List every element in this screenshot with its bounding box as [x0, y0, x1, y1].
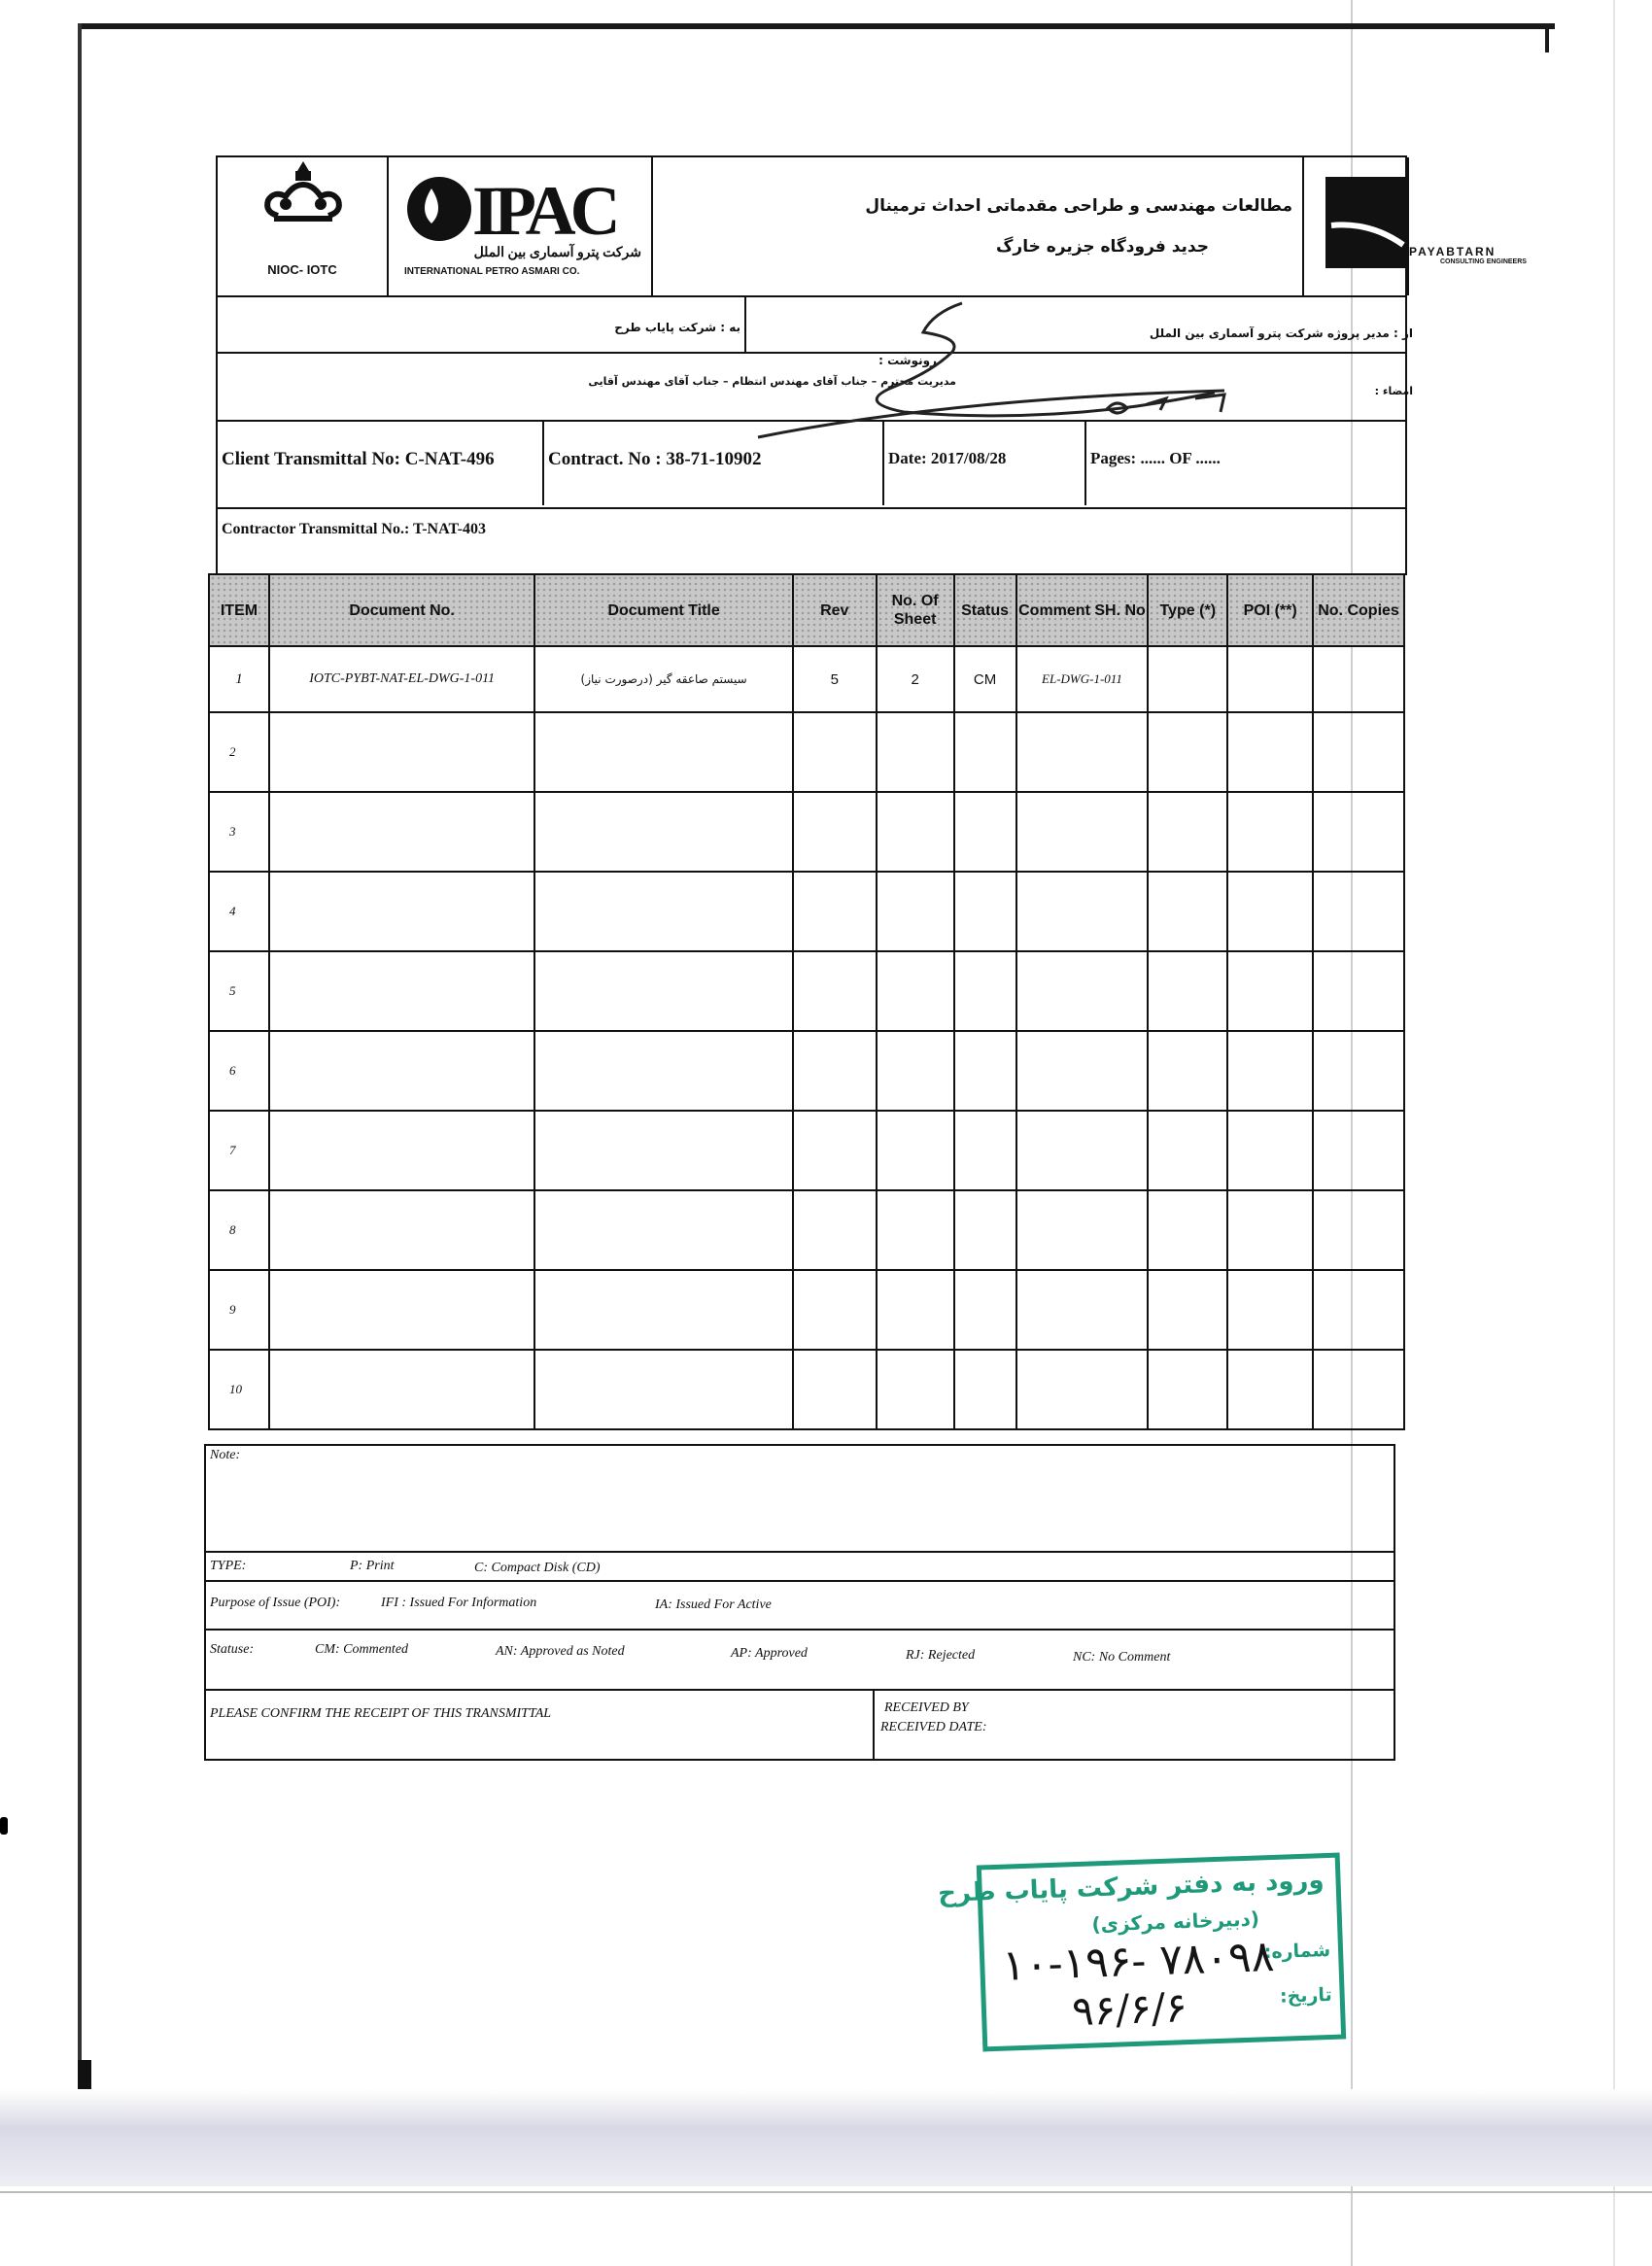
stamp-number-label: شماره: — [1263, 1939, 1331, 1964]
scan-edge-line — [0, 2191, 1652, 2193]
cell-poi — [1227, 646, 1313, 712]
cell-rev — [793, 1350, 877, 1429]
cell-item: 3 — [209, 792, 269, 872]
cell-sheets — [877, 1111, 954, 1190]
cell-document-no: IOTC-PYBT-NAT-EL-DWG-1-011 — [269, 646, 534, 712]
status-an: AN: Approved as Noted — [496, 1644, 625, 1659]
cell-comment — [1016, 712, 1149, 792]
transmittal-info-row — [216, 422, 1407, 509]
type-print: P: Print — [350, 1559, 395, 1573]
col-header-comment: Comment SH. No — [1016, 574, 1149, 646]
cell-sheets: 2 — [877, 646, 954, 712]
type-label: TYPE: — [210, 1559, 247, 1573]
confirmation-row — [206, 1691, 1394, 1759]
cell-status — [954, 872, 1016, 951]
cell-poi — [1227, 1111, 1313, 1190]
type-legend-row — [206, 1553, 1394, 1582]
col-header-sheets: No. Of Sheet — [877, 574, 954, 646]
scan-border-top — [1545, 23, 1549, 52]
cell-document-title — [534, 1350, 792, 1429]
ipac-logo-cell — [389, 157, 653, 295]
cell-copies — [1313, 646, 1404, 712]
table-header-row — [209, 574, 1404, 646]
scan-shadow — [0, 2089, 1652, 2186]
table-row — [209, 1270, 1404, 1350]
col-header-item: ITEM — [209, 574, 269, 646]
cell-status: CM — [954, 646, 1016, 712]
nioc-logo-icon — [218, 157, 389, 258]
cell-item: 9 — [209, 1270, 269, 1350]
table-row — [209, 951, 1404, 1031]
cell-type — [1148, 872, 1227, 951]
table-row — [209, 872, 1404, 951]
notes-section — [204, 1444, 1395, 1761]
nioc-logo-cell — [218, 157, 389, 295]
cell-copies — [1313, 792, 1404, 872]
cell-status — [954, 1190, 1016, 1270]
cell-copies — [1313, 712, 1404, 792]
stamp-date-label: تاریخ: — [1279, 1983, 1333, 2008]
note-label: Note: — [210, 1448, 241, 1462]
cell-document-no — [269, 1270, 534, 1350]
cell-type — [1148, 951, 1227, 1031]
cell-copies — [1313, 1350, 1404, 1429]
cell-type — [1148, 646, 1227, 712]
col-header-document-title: Document Title — [534, 574, 792, 646]
payabtarn-logo-cell — [1304, 157, 1527, 295]
confirmation-divider — [873, 1691, 875, 1759]
status-label: Statuse: — [210, 1642, 255, 1657]
cell-comment — [1016, 1270, 1149, 1350]
cell-poi — [1227, 1190, 1313, 1270]
cell-item: 7 — [209, 1111, 269, 1190]
cell-rev — [793, 792, 877, 872]
cell-sheets — [877, 951, 954, 1031]
document-table — [208, 573, 1405, 1430]
purpose-ifi: IFI : Issued For Information — [381, 1596, 537, 1610]
cell-comment — [1016, 1111, 1149, 1190]
cell-document-title — [534, 792, 792, 872]
cell-type — [1148, 1270, 1227, 1350]
payabtarn-logo-icon — [1325, 177, 1409, 268]
cell-rev — [793, 1031, 877, 1111]
cell-document-no — [269, 1190, 534, 1270]
cell-type — [1148, 1111, 1227, 1190]
cell-type — [1148, 1031, 1227, 1111]
status-cm: CM: Commented — [315, 1642, 409, 1657]
received-by-label: RECEIVED BY — [884, 1700, 969, 1715]
scan-edge-line — [1613, 0, 1615, 2266]
cell-poi — [1227, 792, 1313, 872]
cell-rev — [793, 712, 877, 792]
cell-rev — [793, 872, 877, 951]
cell-sheets — [877, 712, 954, 792]
cell-comment — [1016, 872, 1149, 951]
cell-status — [954, 1270, 1016, 1350]
cell-poi — [1227, 1270, 1313, 1350]
cell-comment — [1016, 1190, 1149, 1270]
cell-poi — [1227, 951, 1313, 1031]
cell-sheets — [877, 1031, 954, 1111]
cell-copies — [1313, 951, 1404, 1031]
status-ap: AP: Approved — [731, 1646, 808, 1661]
note-row — [206, 1446, 1394, 1553]
cell-document-title — [534, 1031, 792, 1111]
cell-document-no — [269, 1350, 534, 1429]
cell-type — [1148, 1350, 1227, 1429]
cell-rev: 5 — [793, 646, 877, 712]
payabtarn-subtitle: CONSULTING ENGINEERS — [1440, 258, 1527, 265]
cell-copies — [1313, 1031, 1404, 1111]
cell-status — [954, 1111, 1016, 1190]
cell-sheets — [877, 1270, 954, 1350]
stamp-date-value: ۹۶/۶/۶ — [1071, 1983, 1188, 2036]
col-header-document-no: Document No. — [269, 574, 534, 646]
cell-copies — [1313, 1111, 1404, 1190]
cell-document-title — [534, 1190, 792, 1270]
table-row — [209, 1031, 1404, 1111]
stamp-subtitle: (دبیرخانه مرکزی) — [1091, 1906, 1260, 1937]
cell-status — [954, 712, 1016, 792]
col-header-copies: No. Copies — [1313, 574, 1404, 646]
transmittal-date: Date: 2017/08/28 — [884, 422, 1086, 505]
ipac-logo-text: IPAC — [472, 172, 615, 250]
cell-item: 1 — [209, 646, 269, 712]
cell-item: 5 — [209, 951, 269, 1031]
cell-status — [954, 792, 1016, 872]
scan-border-left — [78, 2060, 91, 2093]
cell-comment — [1016, 1031, 1149, 1111]
cell-document-title — [534, 1270, 792, 1350]
cell-sheets — [877, 872, 954, 951]
table-row — [209, 1190, 1404, 1270]
cell-status — [954, 951, 1016, 1031]
cell-document-no — [269, 951, 534, 1031]
cell-document-title — [534, 872, 792, 951]
cell-comment: EL-DWG-1-011 — [1016, 646, 1149, 712]
cc-value: مدیریت محترم – جناب آقای مهندس انتظام – جناب آقای مهندس آقایی — [588, 375, 956, 388]
project-title-line2: جدید فرودگاه جزیره خارگ — [996, 237, 1209, 257]
cell-sheets — [877, 1350, 954, 1429]
cell-document-no — [269, 712, 534, 792]
cell-poi — [1227, 872, 1313, 951]
cell-copies — [1313, 872, 1404, 951]
project-title-cell — [653, 157, 1304, 295]
contract-no: Contract. No : 38-71-10902 — [544, 422, 884, 505]
cell-document-no — [269, 792, 534, 872]
cell-copies — [1313, 1190, 1404, 1270]
table-row — [209, 1111, 1404, 1190]
cell-document-no — [269, 1111, 534, 1190]
type-cd: C: Compact Disk (CD) — [474, 1561, 601, 1575]
cell-item: 6 — [209, 1031, 269, 1111]
stamp-title: ورود به دفتر شرکت پایاب طرح — [937, 1866, 1325, 1908]
status-rj: RJ: Rejected — [906, 1648, 976, 1663]
cell-type — [1148, 712, 1227, 792]
purpose-legend-row — [206, 1582, 1394, 1631]
to-field: به : شرکت پایاب طرح — [614, 321, 740, 334]
cell-comment — [1016, 792, 1149, 872]
signature-label: امضاء : — [1374, 385, 1413, 397]
scan-border-top — [78, 23, 1555, 29]
cell-rev — [793, 1270, 877, 1350]
contractor-transmittal-no: Contractor Transmittal No.: T-NAT-403 — [216, 509, 1407, 575]
cell-document-no — [269, 1031, 534, 1111]
col-header-status: Status — [954, 574, 1016, 646]
cell-poi — [1227, 1031, 1313, 1111]
from-field: از : مدیر پروژه شرکت پترو آسماری بین الملل — [1149, 326, 1413, 340]
cell-document-title — [534, 1111, 792, 1190]
col-header-poi: POI (**) — [1227, 574, 1313, 646]
cell-document-title — [534, 951, 792, 1031]
col-header-type: Type (*) — [1148, 574, 1227, 646]
cell-item: 4 — [209, 872, 269, 951]
cell-status — [954, 1350, 1016, 1429]
cc-label: رونوشت : — [878, 354, 937, 367]
receipt-stamp — [937, 1853, 1346, 2052]
pages-count: Pages: ...... OF ...... — [1090, 449, 1221, 467]
cell-type — [1148, 792, 1227, 872]
cell-rev — [793, 951, 877, 1031]
cell-rev — [793, 1190, 877, 1270]
ipac-drop-icon — [402, 175, 476, 243]
client-transmittal-no: Client Transmittal No: C-NAT-496 — [218, 422, 544, 505]
table-row — [209, 1350, 1404, 1429]
status-legend-row — [206, 1631, 1394, 1691]
stamp-number-value: ۱۰-۱۹۶- ۷۸۰۹۸ — [1001, 1931, 1276, 1991]
table-row — [209, 646, 1404, 712]
cell-status — [954, 1031, 1016, 1111]
ipac-name-en: INTERNATIONAL PETRO ASMARI CO. — [404, 266, 580, 277]
cell-sheets — [877, 1190, 954, 1270]
received-date-label: RECEIVED DATE: — [880, 1720, 987, 1734]
cell-poi — [1227, 712, 1313, 792]
document-header — [216, 155, 1527, 297]
cell-item: 10 — [209, 1350, 269, 1429]
purpose-ia: IA: Issued For Active — [655, 1597, 772, 1612]
confirm-receipt-text: PLEASE CONFIRM THE RECEIPT OF THIS TRANSMITTAL — [210, 1706, 552, 1721]
cell-document-title: سیستم صاعقه گیر (درصورت نیاز) — [534, 646, 792, 712]
cell-document-title — [534, 712, 792, 792]
cell-document-no — [269, 872, 534, 951]
col-header-rev: Rev — [793, 574, 877, 646]
cell-poi — [1227, 1350, 1313, 1429]
payabtarn-name: PAYABTARN — [1409, 245, 1497, 258]
status-nc: NC: No Comment — [1073, 1650, 1171, 1665]
cell-item: 2 — [209, 712, 269, 792]
ipac-name-fa: شرکت پترو آسماری بین الملل — [473, 246, 641, 260]
cell-item: 8 — [209, 1190, 269, 1270]
table-row — [209, 792, 1404, 872]
purpose-label: Purpose of Issue (POI): — [210, 1596, 341, 1610]
nioc-label: NIOC- IOTC — [267, 262, 337, 277]
scan-mark — [0, 1817, 8, 1835]
scan-border-left — [78, 23, 82, 2093]
cell-sheets — [877, 792, 954, 872]
table-row — [209, 712, 1404, 792]
cell-comment — [1016, 1350, 1149, 1429]
cell-type — [1148, 1190, 1227, 1270]
cell-copies — [1313, 1270, 1404, 1350]
cell-rev — [793, 1111, 877, 1190]
cell-comment — [1016, 951, 1149, 1031]
project-title-line1: مطالعات مهندسی و طراحی مقدماتی احداث ترمینال — [865, 196, 1292, 216]
